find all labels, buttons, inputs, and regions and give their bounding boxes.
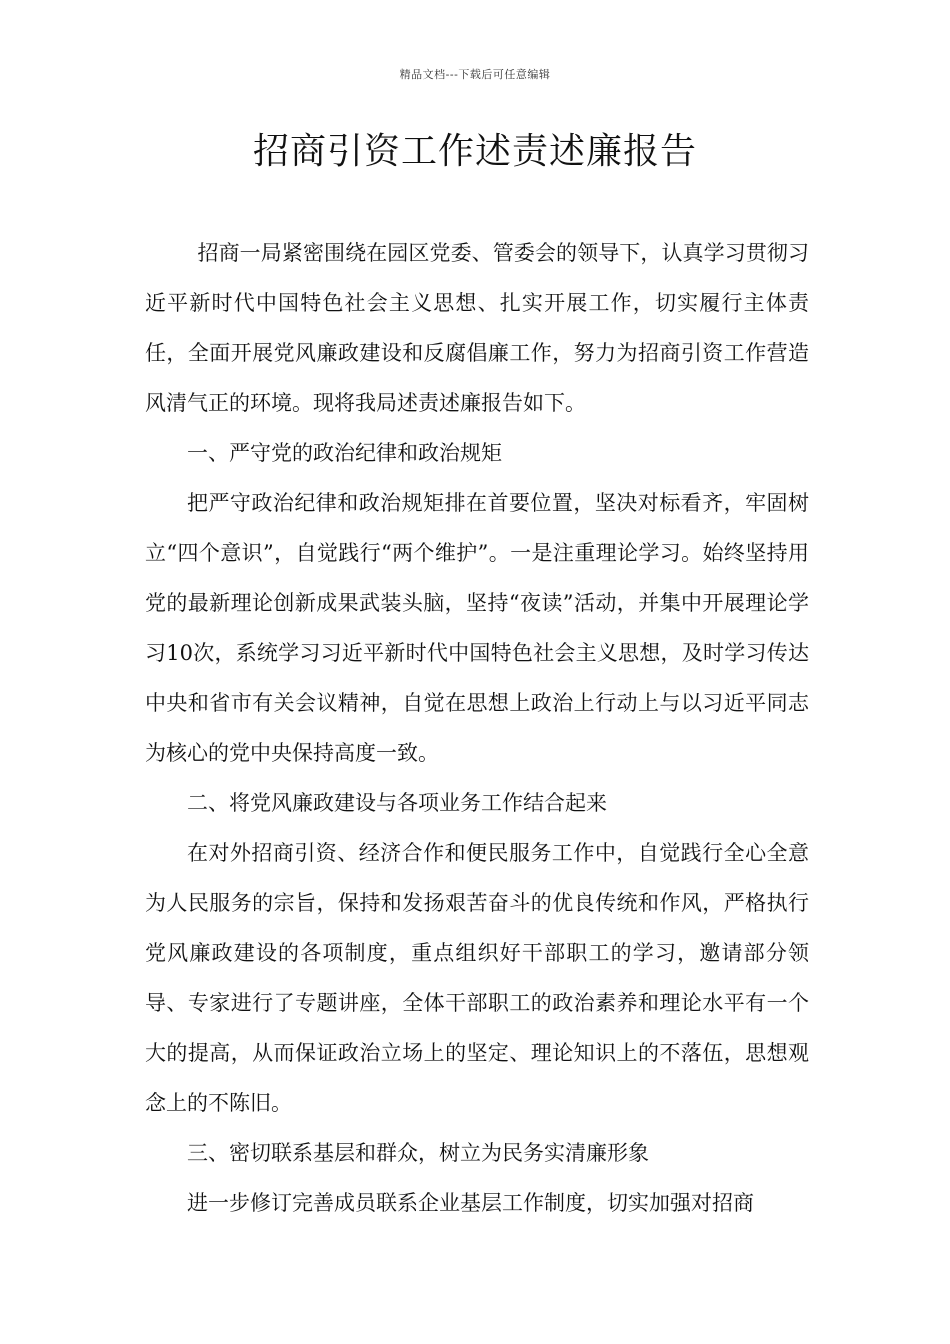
document-body	[145, 228, 809, 1228]
header-note: 精品文档---下载后可任意编辑	[399, 68, 551, 81]
intro-paragraph: 招商一局紧密围绕在园区党委、管委会的领导下，认真学习贯彻习近平新时代中国特色社会主义思想、扎实开展工作，切实履行主体责任，全面开展党风廉政建设和反腐倡廉工作，努力为招商引资工作营造风清气正的环境。现将我局述责述廉报告如下。	[145, 241, 809, 415]
section-2-paragraph: 在对外招商引资、经济合作和便民服务工作中，自觉践行全心全意为人民服务的宗旨，保持和发扬艰苦奋斗的优良传统和作风，严格执行党风廉政建设的各项制度，重点组织好干部职工的学习，邀请部分领导、专家进行了专题讲座，全体干部职工的政治素养和理论水平有一个大的提高，从而保证政治立场上的坚定、理论知识上的不落伍，思想观念上的不陈旧。	[145, 841, 809, 1115]
section-1-heading: 一、严守党的政治纪律和政治规矩	[187, 441, 502, 465]
section-1-paragraph: 把严守政治纪律和政治规矩排在首要位置，坚决对标看齐，牢固树立“四个意识”，自觉践行“两个维护”。一是注重理论学习。始终坚持用党的最新理论创新成果武装头脑，坚持“夜读”活动，并集中开展理论学习10次，系统学习习近平新时代中国特色社会主义思想，及时学习传达中央和省市有关会议精神，自觉在思想上政治上行动上与以习近平同志为核心的党中央保持高度一致。	[145, 491, 809, 765]
document-title: 招商引资工作述责述廉报告	[252, 131, 697, 172]
section-3-paragraph: 进一步修订完善成员联系企业基层工作制度，切实加强对招商	[187, 1191, 754, 1215]
section-2-heading: 二、将党风廉政建设与各项业务工作结合起来	[187, 791, 607, 815]
section-3-heading: 三、密切联系基层和群众，树立为民务实清廉形象	[187, 1141, 649, 1165]
